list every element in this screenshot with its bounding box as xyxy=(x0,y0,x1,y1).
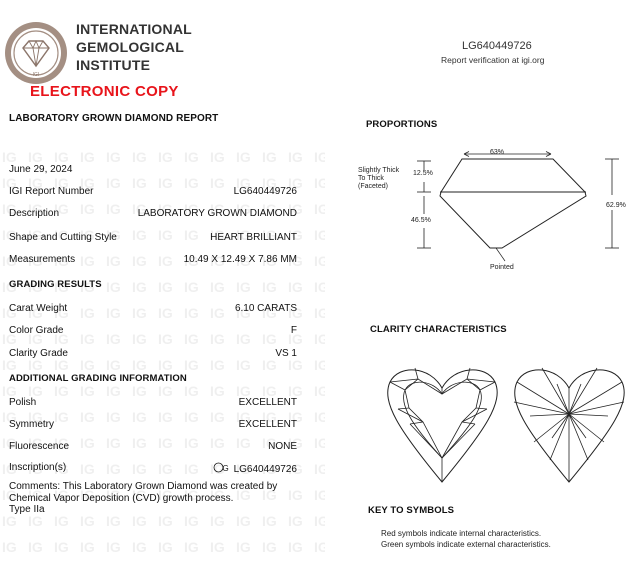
diamond-type: Type IIa xyxy=(9,504,45,515)
grading-results-heading: GRADING RESULTS xyxy=(9,279,102,290)
proportions-heading: PROPORTIONS xyxy=(366,119,438,130)
field-label: Shape and Cutting Style xyxy=(9,232,117,243)
girdle-line-3: (Faceted) xyxy=(358,183,388,190)
key-red-symbols: Red symbols indicate internal characteristics. xyxy=(381,529,542,538)
field-value: 6.10 CARATS xyxy=(234,303,297,314)
svg-text:G: G xyxy=(222,464,229,473)
report-verification-link[interactable]: Report verification at igi.org xyxy=(441,55,545,65)
clarity-heading: CLARITY CHARACTERISTICS xyxy=(370,324,507,335)
report-date-row xyxy=(9,164,297,178)
report-title: LABORATORY GROWN DIAMOND REPORT xyxy=(9,113,219,124)
field-value: EXCELLENT xyxy=(238,419,297,430)
key-to-symbols-text xyxy=(381,528,551,550)
field-value: VS 1 xyxy=(275,348,297,359)
electronic-copy-label: ELECTRONIC COPY xyxy=(30,83,179,100)
svg-text:IGI: IGI xyxy=(32,72,40,78)
institute-line-3: INSTITUTE xyxy=(76,57,151,73)
field-row xyxy=(9,232,297,246)
comments-block xyxy=(9,481,309,516)
field-label: Polish xyxy=(9,397,37,408)
institute-line-2: GEMOLOGICAL xyxy=(76,39,184,55)
field-label: Carat Weight xyxy=(9,303,68,314)
field-row xyxy=(9,348,297,362)
igi-inscription-logo-icon xyxy=(213,462,231,473)
key-to-symbols-heading: KEY TO SYMBOLS xyxy=(368,505,455,516)
field-value: LG640449726 xyxy=(233,186,297,197)
field-label: Symmetry xyxy=(9,419,54,430)
pavilion-percentage: 46.5% xyxy=(411,217,431,224)
field-value: 10.49 X 12.49 X 7.86 MM xyxy=(183,254,297,265)
institute-name xyxy=(76,20,192,74)
girdle-description xyxy=(358,167,399,191)
girdle-line-2: To Thick xyxy=(358,175,384,182)
inscription-value: LG640449726 xyxy=(233,464,297,475)
field-value: LABORATORY GROWN DIAMOND xyxy=(137,208,297,219)
report-date: June 29, 2024 xyxy=(9,164,73,175)
field-label: Fluorescence xyxy=(9,441,70,452)
field-row xyxy=(9,186,297,200)
field-label: Description xyxy=(9,208,60,219)
table-percentage: 63% xyxy=(490,149,505,156)
field-row xyxy=(9,254,297,268)
field-row xyxy=(9,208,297,222)
field-label: Clarity Grade xyxy=(9,348,68,359)
institute-line-1: INTERNATIONAL xyxy=(76,21,192,37)
heart-crown-plot xyxy=(385,364,500,486)
field-label: IGI Report Number xyxy=(9,186,94,197)
field-row xyxy=(9,419,297,433)
field-label: Measurements xyxy=(9,254,76,265)
comments-text: Comments: This Laboratory Grown Diamond was created by Chemical Vapor Deposition (CVD) growth process. xyxy=(9,481,278,504)
field-value: HEART BRILLIANT xyxy=(210,232,297,243)
field-row xyxy=(9,325,297,339)
heart-pavilion-plot xyxy=(512,364,627,486)
igi-seal-logo xyxy=(3,20,69,86)
field-row xyxy=(9,303,297,317)
field-value: F xyxy=(290,325,297,336)
field-value: NONE xyxy=(268,441,297,452)
field-row xyxy=(9,397,297,411)
inscription-label: Inscription(s) xyxy=(9,462,67,473)
crown-percentage: 12.5% xyxy=(413,170,433,177)
additional-info-heading: ADDITIONAL GRADING INFORMATION xyxy=(9,373,187,384)
field-value: EXCELLENT xyxy=(238,397,297,408)
culet-description: Pointed xyxy=(490,264,514,271)
inscription-row xyxy=(9,462,297,476)
proportions-diagram xyxy=(355,140,630,275)
report-number-header: LG640449726 xyxy=(462,40,532,52)
inscription-value-wrap xyxy=(213,462,297,475)
field-label: Color Grade xyxy=(9,325,64,336)
girdle-line-1: Slightly Thick xyxy=(358,167,400,174)
field-row xyxy=(9,441,297,455)
key-green-symbols: Green symbols indicate external characteristics. xyxy=(381,540,551,549)
depth-percentage: 62.9% xyxy=(606,202,626,209)
